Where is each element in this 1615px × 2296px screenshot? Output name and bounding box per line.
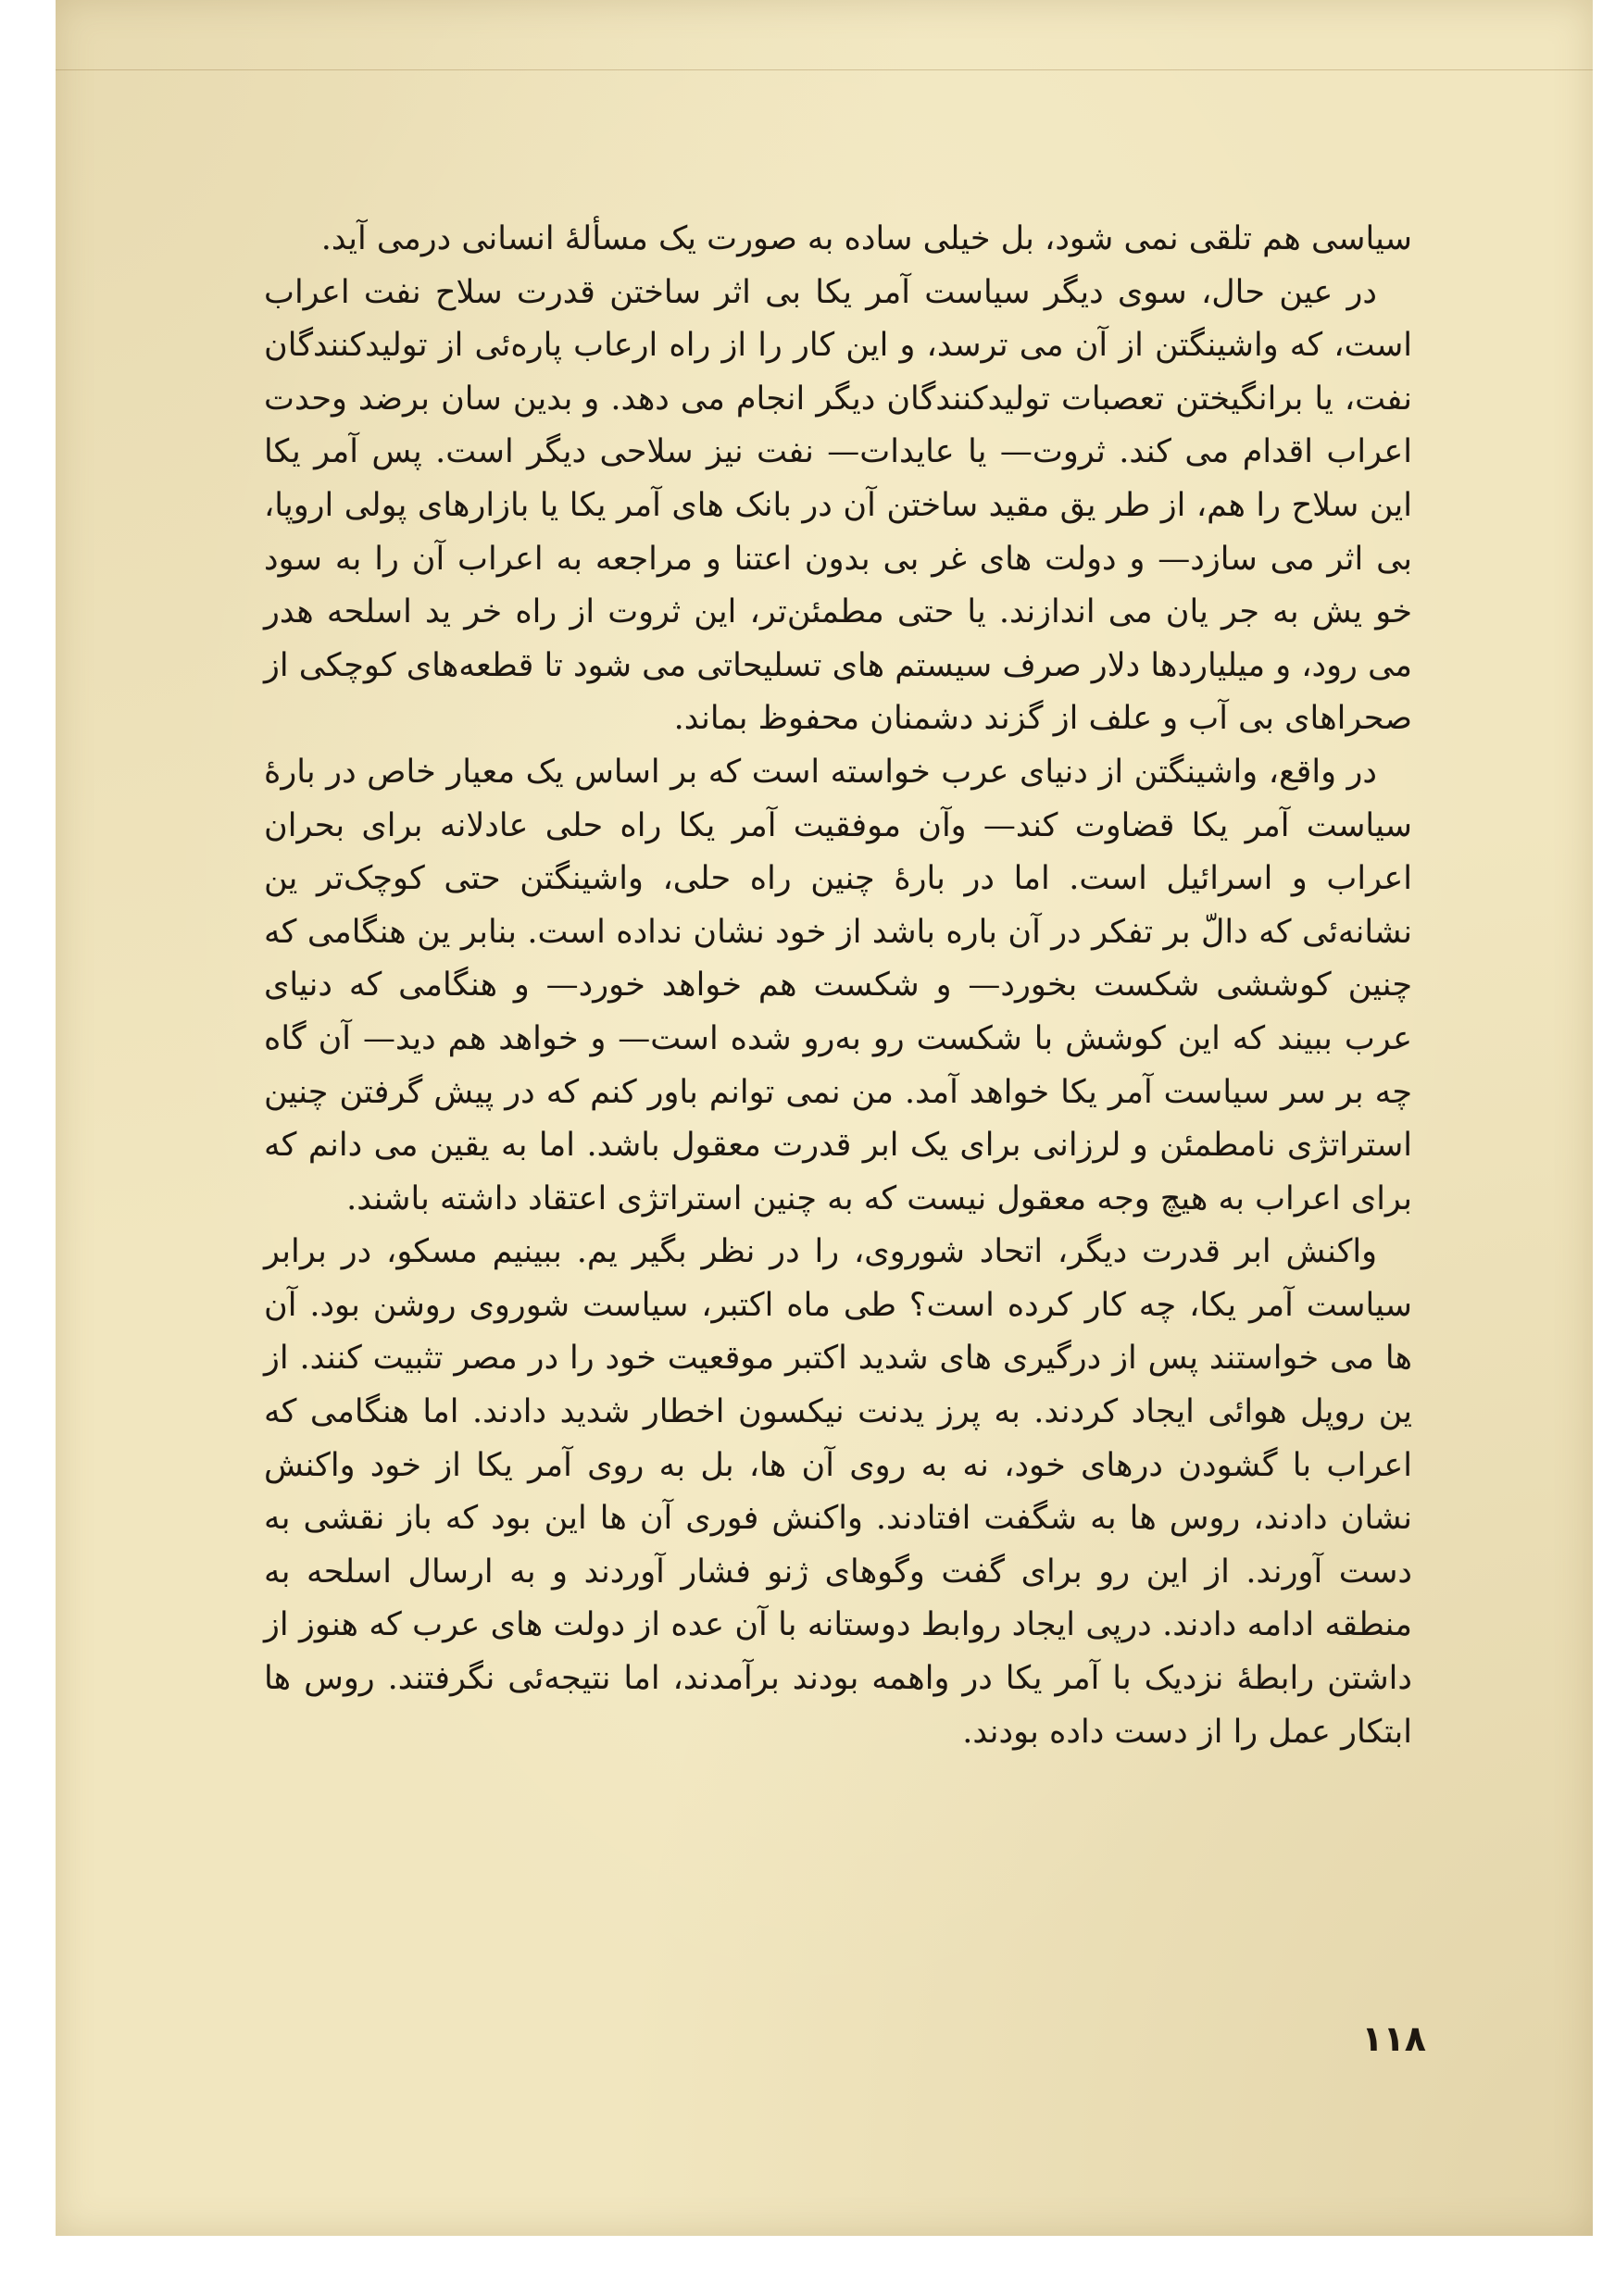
paragraph-soviet-reaction: واکنش ابر قدرت دیگر، اتحاد شوروی، را در نظر بگیر یم. ببینیم مسکو، در برابر سیاست آمر یکا، چه کار کرده است؟ طی ماه اکتبر، سیاست شوروی روشن بود. آن ها می خواستند پس از درگیری های شدید اکتبر موقعیت خود را در مصر تثبیت کنند. از ین روپل هوائی ایجاد کردند. به پرز یدنت نیکسون اخطار شدید دادند. اما هنگامی که اعراب با گشودن درهای خود، نه به روی آن ها، بل به روی آمر یکا از خود واکنش نشان دادند، روس ها به شگفت افتادند. واکنش فوری آن ها این بود که باز نقشی به دست آورند. از این رو برای گفت وگوهای ژنو فشار آوردند و به ارسال اسلحه به منطقه ادامه دادند. درپی ایجاد روابط دوستانه با آن عده از دولت های عرب که هنوز از داشتن رابطهٔ نزدیک با آمر یکا در واهمه بودند برآمدند، اما نتیجه‌ئی نگرفتند. روس ها ابتکار عمل را از دست داده بودند. bbox=[264, 1233, 1412, 1751]
paragraph-continued: سیاسی هم تلقی نمی شود، بل خیلی ساده به صورت یک مسألهٔ انسانی درمی آید. bbox=[320, 220, 1412, 257]
paragraph-oil-weapon: در عین حال، سوی دیگر سیاست آمر یکا بی اثر ساختن قدرت سلاح نفت اعراب است، که واشینگتن از آن می ترسد، و این کار را از راه ارعاب پاره‌ئی از تولیدکنندگان نفت، یا برانگیختن تعصبات تولیدکنندگان دیگر انجام می دهد. و بدین سان برضد وحدت اعراب اقدام می کند. ثروت— یا عایدات— نفت نیز سلاحی دیگر است. پس آمر یکا این سلاح را هم، از طر یق مقید ساختن آن در بانک های آمر یکا یا بازارهای پولی اروپا، بی اثر می سازد— و دولت های غر بی بدون اعتنا و مراجعه به اعراب آن را به سود خو یش به جر یان می اندازند. یا حتی مطمئن‌تر، این ثروت از راه خر ید اسلحه هدر می رود، و میلیاردها دلار صرف سیستم های تسلیحاتی می شود تا قطعه‌های کوچکی از صحراهای بی آب و علف از گزند دشمنان محفوظ بماند. bbox=[264, 273, 1412, 738]
paragraph-washington-criterion: در واقع، واشینگتن از دنیای عرب خواسته است که بر اساس یک معیار خاص در بارهٔ سیاست آمر یکا قضاوت کند— وآن موفقیت آمر یکا راه حلی عادلانه برای بحران اعراب و اسرائیل است. اما در بارهٔ چنین راه حلی، واشینگتن حتی کوچک‌تر ین نشانه‌ئی که دالّ بر تفکر در آن باره باشد از خود نشان نداده است. بنابر ین هنگامی که چنین کوششی شکست بخورد— و شکست هم خواهد خورد— و هنگامی که دنیای عرب ببیند که این کوشش با شکست رو به‌رو شده است— و خواهد هم دید— آن گاه چه بر سر سیاست آمر یکا خواهد آمد. من نمی توانم باور کنم که در پیش گرفتن چنین استراتژی نامطمئن و لرزانی برای یک ابر قدرت معقول باشد. اما به یقین می دانم که برای اعراب به هیچ وجه معقول نیست که به چنین استراتژی اعتقاد داشته باشند. bbox=[264, 753, 1412, 1217]
body-text bbox=[264, 213, 1412, 1759]
page-number: ۱۱۸ bbox=[1361, 2018, 1426, 2059]
page-fold-line bbox=[56, 69, 1593, 70]
